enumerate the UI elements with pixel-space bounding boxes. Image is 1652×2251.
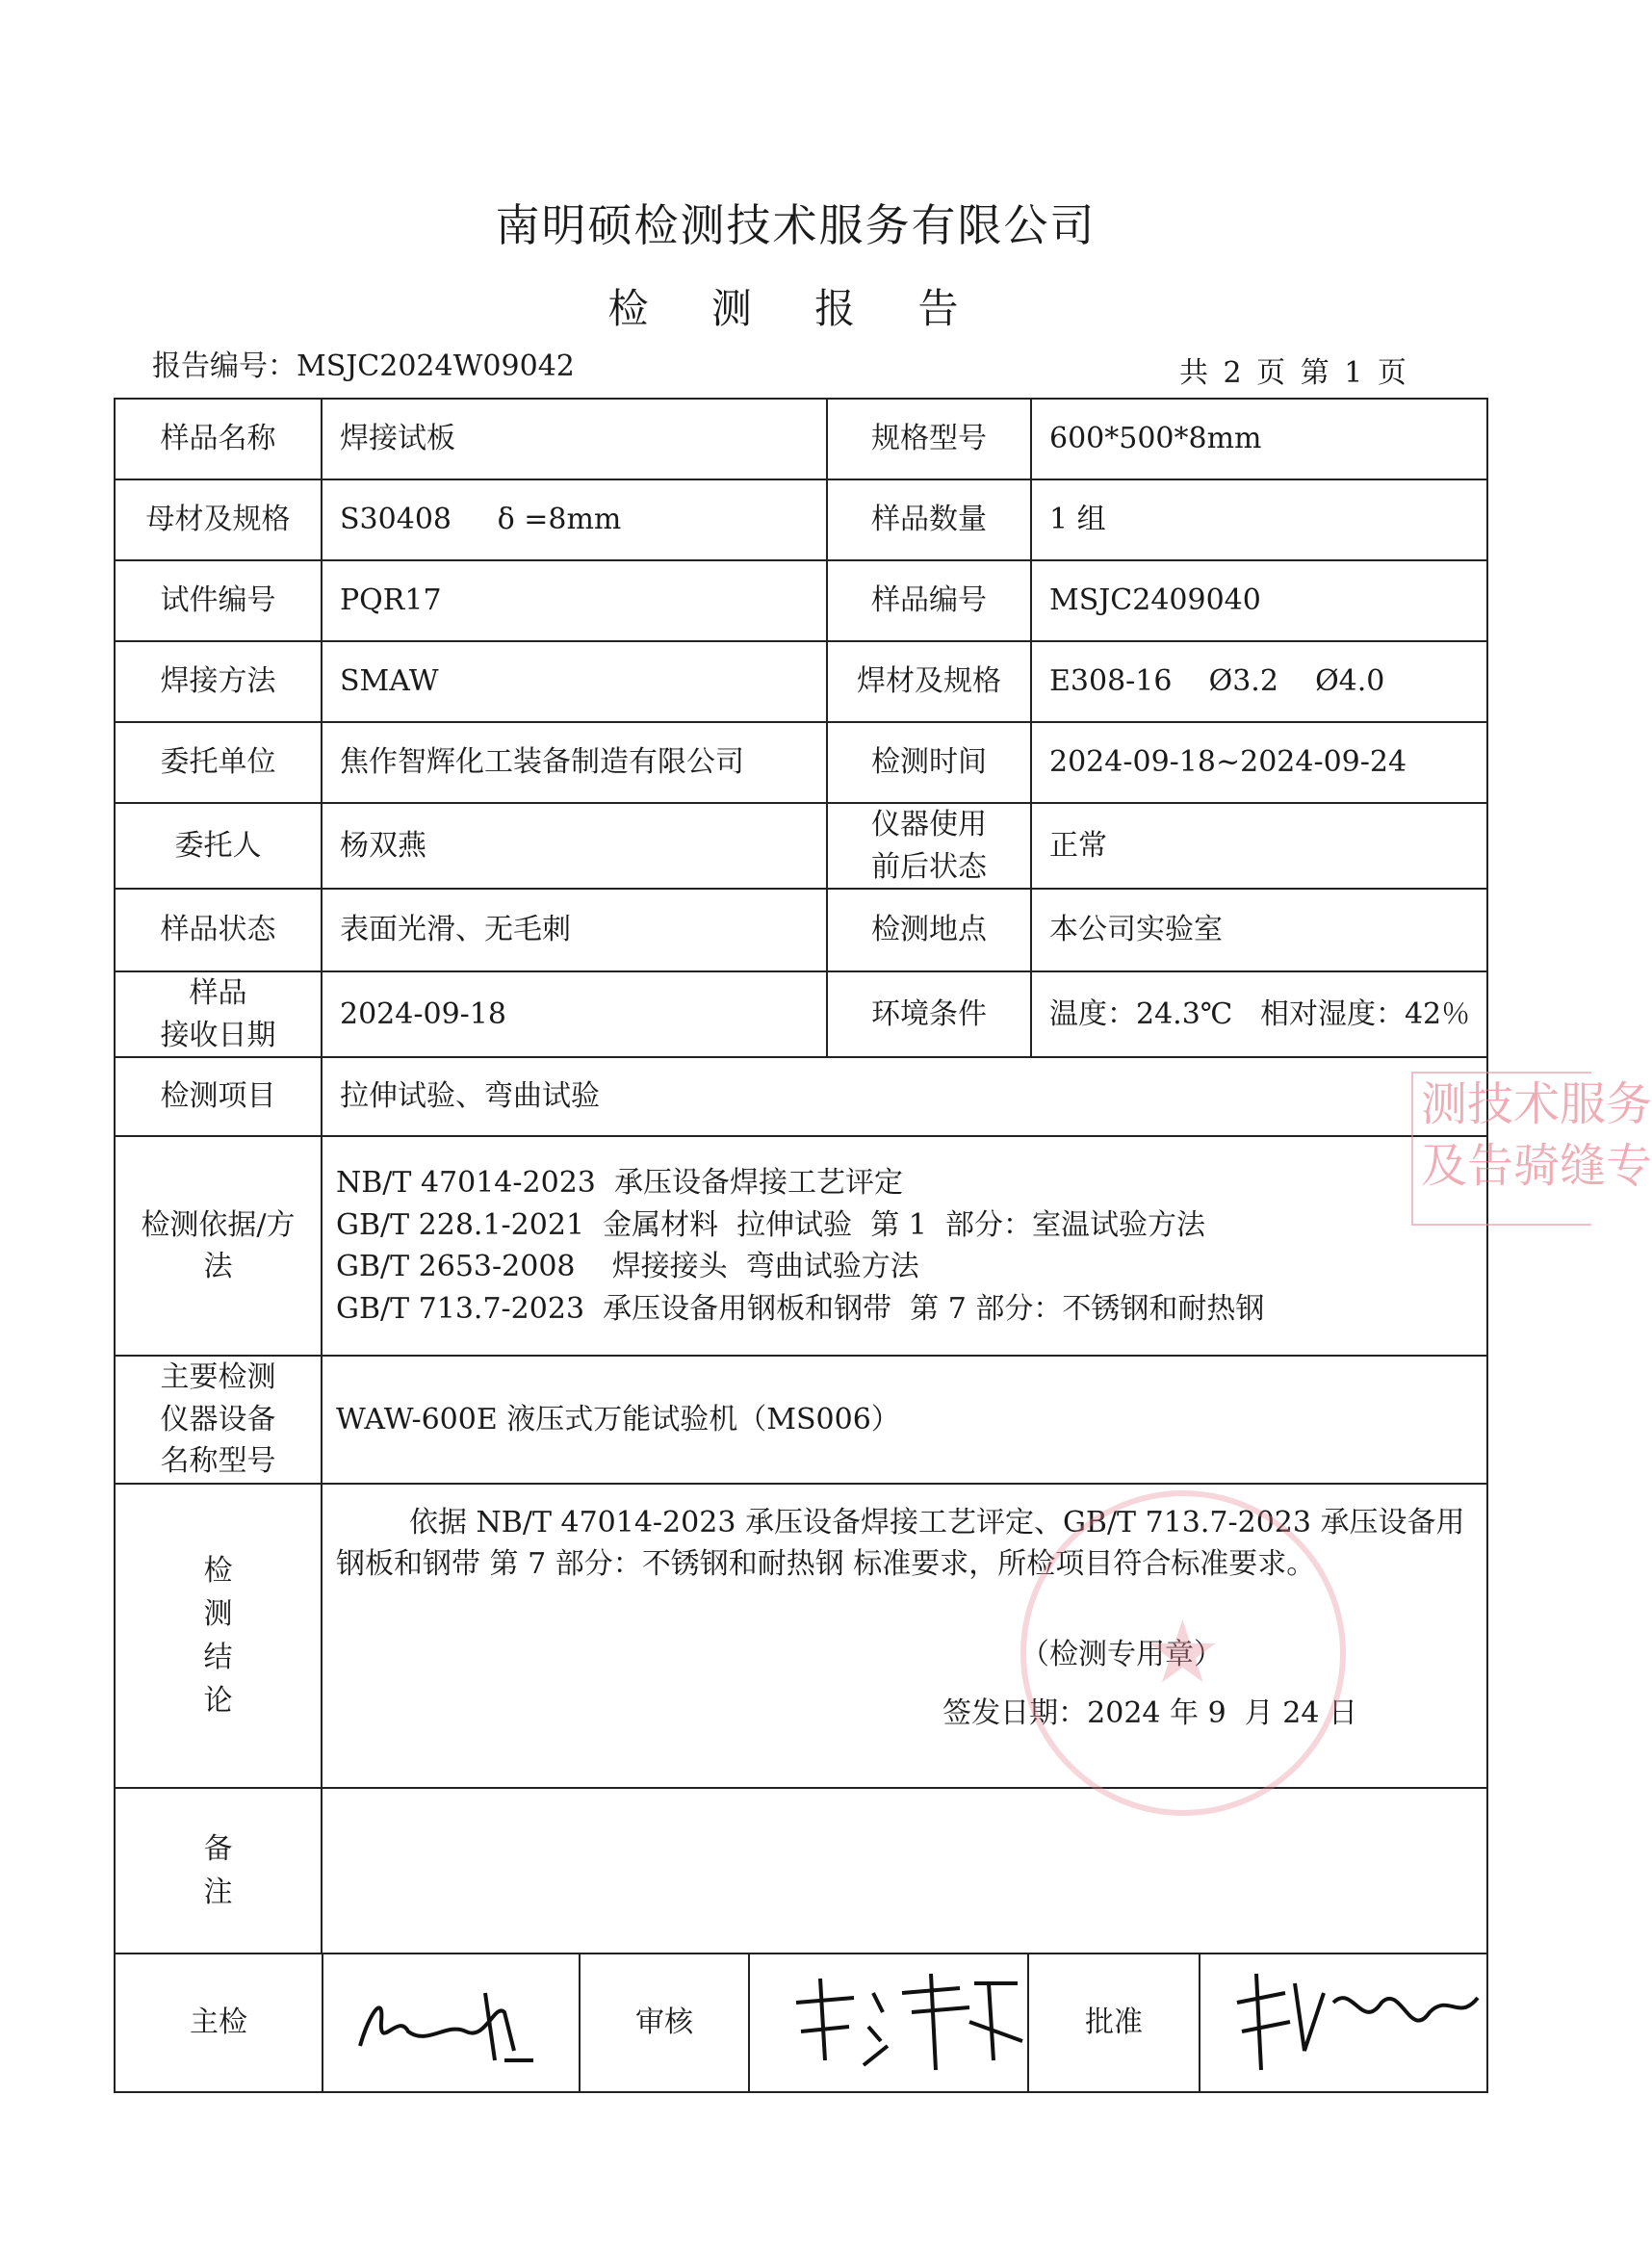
equipment-value: WAW-600E 液压式万能试验机（MS006） — [322, 1356, 1487, 1484]
remark-label-char1: 备 — [203, 1831, 233, 1866]
receive-date-label-line1: 样品 — [189, 976, 247, 1010]
conclusion-label — [115, 1484, 322, 1788]
spec-label: 规格型号 — [827, 399, 1031, 479]
conclusion-label-char4: 论 — [203, 1683, 233, 1718]
inspector-signature — [323, 1954, 580, 2092]
remark-label-char2: 注 — [203, 1875, 233, 1909]
equipment-label-line1: 主要检测 — [160, 1360, 276, 1394]
piece-no-value: PQR17 — [322, 560, 827, 641]
approver-signature-icon — [1218, 1954, 1497, 2080]
receive-date-label — [115, 971, 322, 1057]
approver-label: 批准 — [1028, 1954, 1200, 2092]
test-basis-label-line2: 法 — [203, 1250, 233, 1283]
test-basis-label — [115, 1136, 322, 1356]
report-table — [114, 398, 1488, 2093]
seam-seal-line2: 及告骑缝专 — [1421, 1139, 1652, 1193]
inspector-signature-icon — [341, 1954, 591, 2080]
equipment-label-line2: 仪器设备 — [160, 1402, 276, 1436]
test-items-label: 检测项目 — [115, 1057, 322, 1136]
weld-method-label: 焊接方法 — [115, 641, 322, 722]
conclusion-text: 依据 NB/T 47014-2023 承压设备焊接工艺评定、GB/T 713.7-2023 承压设备用钢板和钢带 第 7 部分：不锈钢和耐热钢 标准要求，所检项目符合标准要求。 — [336, 1505, 1465, 1581]
test-location-label: 检测地点 — [827, 889, 1031, 971]
environment-label: 环境条件 — [827, 971, 1031, 1057]
receive-date-label-line2: 接收日期 — [160, 1018, 276, 1052]
principal-label: 委托人 — [115, 803, 322, 889]
company-name: 南明硕检测技术服务有限公司 — [495, 199, 1097, 251]
equipment-label — [115, 1356, 322, 1484]
client-value: 焦作智辉化工装备制造有限公司 — [322, 722, 827, 803]
reviewer-label: 审核 — [580, 1954, 749, 2092]
seam-seal-line1: 测技术服务 — [1421, 1077, 1652, 1131]
basis-standard-1: NB/T 47014-2023 承压设备焊接工艺评定 — [336, 1166, 903, 1200]
official-seal — [1020, 1490, 1346, 1816]
quantity-value: 1 组 — [1031, 479, 1487, 560]
conclusion-label-char3: 结 — [203, 1640, 233, 1674]
base-material-value: S30408 δ =8mm — [322, 479, 827, 560]
receive-date-value: 2024-09-18 — [322, 971, 827, 1057]
equipment-label-line3: 名称型号 — [160, 1444, 276, 1478]
instrument-state-label-line2: 前后状态 — [871, 849, 987, 884]
instrument-state-value: 正常 — [1031, 803, 1487, 889]
page-info: 共 2 页 第 1 页 — [1179, 356, 1407, 390]
weld-method-value: SMAW — [322, 641, 827, 722]
test-items-value: 拉伸试验、弯曲试验 — [322, 1057, 1487, 1136]
base-material-label: 母材及规格 — [115, 479, 322, 560]
basis-standard-3: GB/T 2653-2008 焊接接头 弯曲试验方法 — [336, 1250, 919, 1283]
quantity-label: 样品数量 — [827, 479, 1031, 560]
test-basis-value — [322, 1136, 1487, 1356]
sample-no-label: 样品编号 — [827, 560, 1031, 641]
approver-signature — [1200, 1954, 1488, 2092]
issue-date: 签发日期：2024 年 9 月 24 日 — [942, 1696, 1357, 1730]
instrument-state-label — [827, 803, 1031, 889]
stamp-note: （检测专用章） — [1020, 1637, 1223, 1671]
test-basis-label-line1: 检测依据/方 — [141, 1207, 296, 1242]
basis-standard-2: GB/T 228.1-2021 金属材料 拉伸试验 第 1 部分：室温试验方法 — [336, 1207, 1205, 1242]
inspector-label: 主检 — [116, 1954, 323, 2092]
piece-no-label: 试件编号 — [115, 560, 322, 641]
instrument-state-label-line1: 仪器使用 — [871, 808, 987, 841]
remark-label — [115, 1788, 322, 1953]
basis-standard-4: GB/T 713.7-2023 承压设备用钢板和钢带 第 7 部分：不锈钢和耐热钢 — [336, 1291, 1265, 1326]
test-time-value: 2024-09-18~2024-09-24 — [1031, 722, 1487, 803]
test-location-value: 本公司实验室 — [1031, 889, 1487, 971]
conclusion-label-char1: 检 — [203, 1553, 233, 1588]
reviewer-signature-icon — [767, 1954, 1037, 2080]
reviewer-signature — [749, 1954, 1028, 2092]
sample-no-value: MSJC2409040 — [1031, 560, 1487, 641]
sample-name-value: 焊接试板 — [322, 399, 827, 479]
client-label: 委托单位 — [115, 722, 322, 803]
environment-value: 温度：24.3℃ 相对湿度：42％ — [1031, 971, 1487, 1057]
test-time-label: 检测时间 — [827, 722, 1031, 803]
principal-value: 杨双燕 — [322, 803, 827, 889]
report-number: 报告编号：MSJC2024W09042 — [152, 349, 575, 383]
filler-value: E308-16 Ø3.2 Ø4.0 — [1031, 641, 1487, 722]
remark-value — [322, 1788, 1487, 1953]
signature-row — [115, 1953, 1487, 2093]
sample-name-label: 样品名称 — [115, 399, 322, 479]
conclusion-label-char2: 测 — [203, 1596, 233, 1631]
seam-seal — [1411, 1072, 1652, 1226]
spec-value: 600*500*8mm — [1031, 399, 1487, 479]
sample-state-value: 表面光滑、无毛刺 — [322, 889, 827, 971]
report-title: 检 测 报 告 — [607, 285, 984, 332]
filler-label: 焊材及规格 — [827, 641, 1031, 722]
sample-state-label: 样品状态 — [115, 889, 322, 971]
